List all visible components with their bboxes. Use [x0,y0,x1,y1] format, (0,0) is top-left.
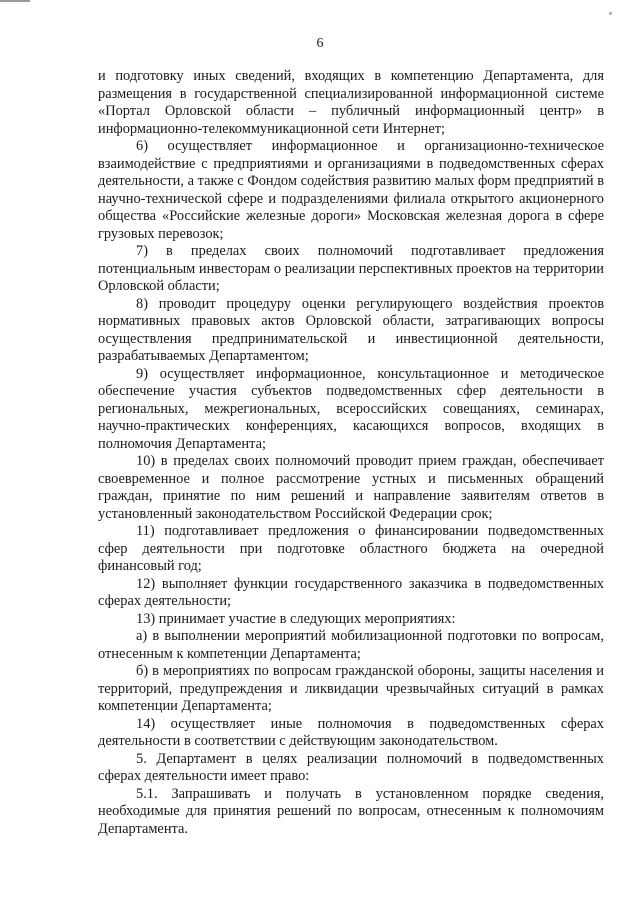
paragraph-item-11: 11) подготавливает предложения о финансировании подведомственных сфер деятельности при подготовке областного бюджета на очередной финансовый год; [98,523,604,574]
paragraph-item-6: 6) осуществляет информационное и организационно-техническое взаимодействие с предприятиями и организациями в подведомственных сферах деятельности, а также с Фондом содействия развитию малых форм предприятий в научно-технической сфере и подразделениями филиала открытого акционерного общества «Российские железные дороги» Московская железная дорога в сфере грузовых перевозок; [98,138,604,242]
paragraph-subitem-b: б) в мероприятиях по вопросам гражданской обороны, защиты населения и территорий, предупреждения и ликвидации чрезвычайных ситуаций в рамках компетенции Департамента; [98,663,604,714]
scan-speck [609,12,612,15]
paragraph-item-10: 10) в пределах своих полномочий проводит прием граждан, обеспечивает своевременное и полное рассмотрение устных и письменных обращений граждан, принятие по ним решений и направление заявителям ответов в установленный законодательством Российской Федерации срок; [98,453,604,522]
paragraph-item-8: 8) проводит процедуру оценки регулирующего воздействия проектов нормативных правовых актов Орловской области, затрагивающих вопросы осуществления предпринимательской и инвестиционной деятельности, разрабатываемых Департаментом; [98,295,604,364]
paragraph-item-7: 7) в пределах своих полномочий подготавливает предложения потенциальным инвесторам о реализации перспективных проектов на территории Орловской области; [98,243,604,294]
paragraph-item-12: 12) выполняет функции государственного заказчика в подведомственных сферах деятельности; [98,575,604,609]
paragraph-item-14: 14) осуществляет иные полномочия в подведомственных сферах деятельности в соответствии с действующим законодательством. [98,715,604,749]
document-body [98,68,604,838]
scan-corner-mark [0,0,30,2]
paragraph-section-5: 5. Департамент в целях реализации полномочий в подведомственных сферах деятельности имеет право: [98,750,604,784]
paragraph-continuation: и подготовку иных сведений, входящих в компетенцию Департамента, для размещения в государственной специализированной информационной системе «Портал Орловской области – публичный информационный центр» в информационно-телекоммуникационной сети Интернет; [98,68,604,137]
paragraph-section-5-1: 5.1. Запрашивать и получать в установленном порядке сведения, необходимые для принятия решений по вопросам, отнесенным к полномочиям Департамента. [98,785,604,837]
paragraph-item-9: 9) осуществляет информационное, консультационное и методическое обеспечение участия субъектов подведомственных сфер деятельности в региональных, межрегиональных, всероссийских совещаниях, семинарах, научно-практических конференциях, касающихся вопросов, входящих в полномочия Департамента; [98,365,604,452]
paragraph-subitem-a: а) в выполнении мероприятий мобилизационной подготовки по вопросам, отнесенным к компетенции Департамента; [98,628,604,662]
paragraph-item-13: 13) принимает участие в следующих мероприятиях: [136,610,456,627]
page-number: 6 [316,36,324,51]
